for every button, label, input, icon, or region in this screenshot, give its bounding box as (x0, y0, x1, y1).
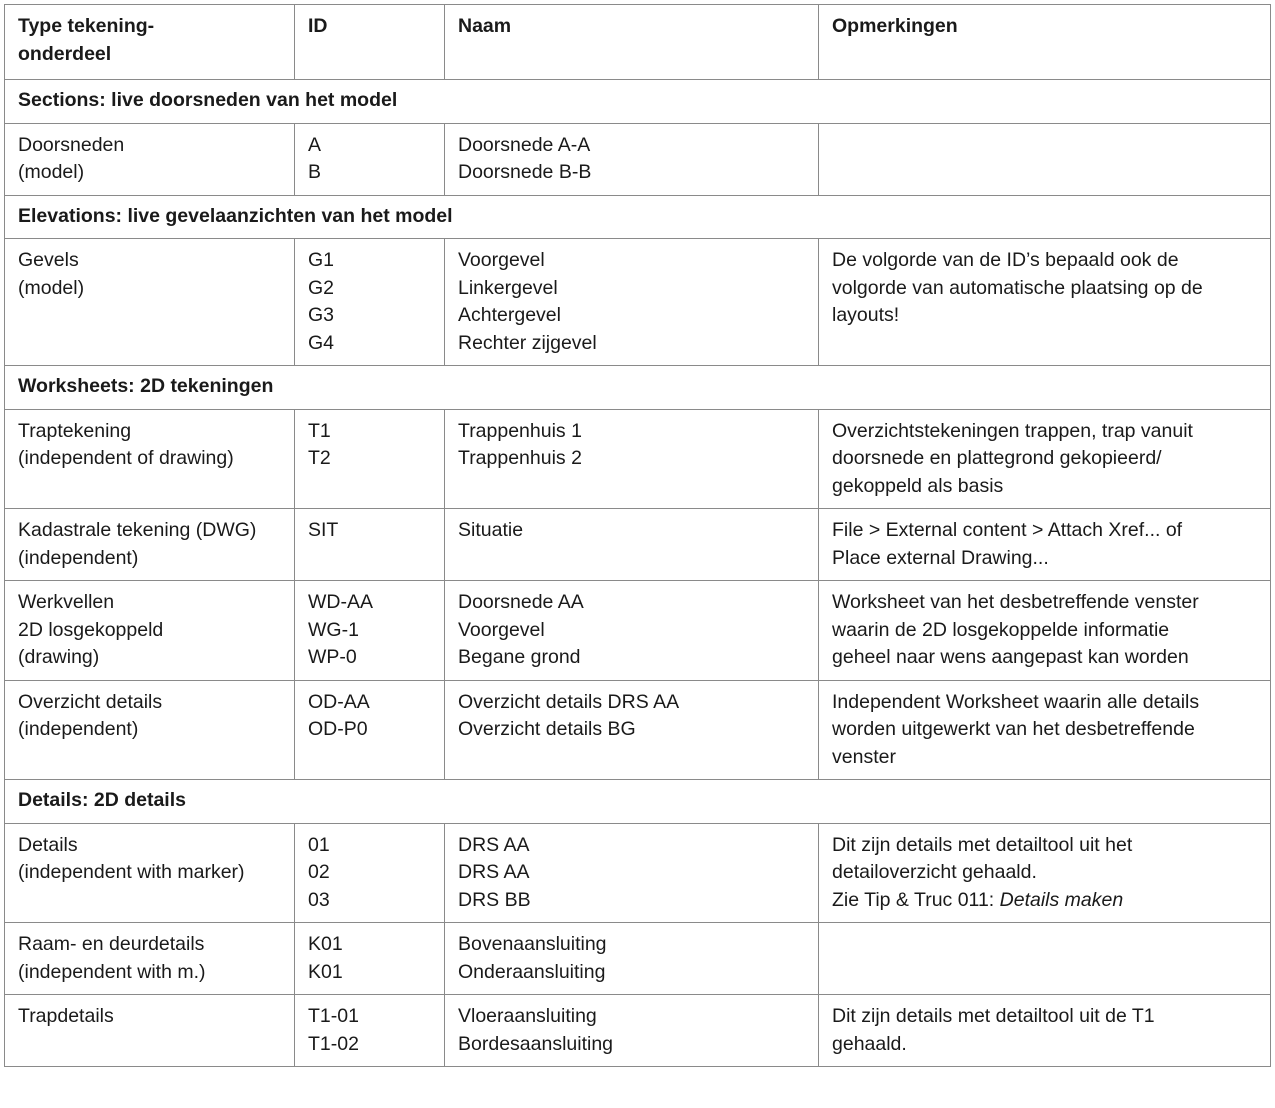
cell-naam-line: Onderaansluiting (458, 960, 606, 983)
cell-naam-line: Linkergevel (458, 276, 558, 299)
header-opmerkingen: Opmerkingen (819, 5, 1271, 80)
cell-id (295, 995, 445, 1067)
cell-type-line: Overzicht details (18, 690, 163, 713)
cell-id-line: WP-0 (308, 646, 357, 668)
cell-naam-line: DRS AA (458, 833, 530, 856)
cell-type-line: (independent) (18, 546, 139, 569)
cell-naam (445, 123, 819, 195)
cell-naam-line: DRS AA (458, 861, 530, 883)
tip-line (832, 887, 1260, 915)
tip-title: Details maken (999, 888, 1124, 911)
cell-opmerkingen (819, 823, 1271, 923)
cell-type-line: Trapdetails (18, 1005, 114, 1027)
cell-opmerkingen-line: Place external Drawing... (832, 546, 1049, 569)
cell-naam-line: DRS BB (458, 888, 531, 911)
cell-type (5, 581, 295, 681)
cell-naam-line: Bordesaansluiting (458, 1032, 614, 1055)
cell-naam-line: Vloeraansluiting (458, 1005, 597, 1027)
cell-id (295, 239, 445, 366)
cell-naam (445, 923, 819, 995)
cell-id (295, 409, 445, 509)
cell-id-line: OD-AA (308, 690, 370, 713)
cell-naam-line: Overzicht details BG (458, 718, 636, 740)
cell-id-line: 03 (308, 888, 330, 911)
section-row (5, 780, 1271, 824)
cell-type (5, 823, 295, 923)
cell-naam-line: Doorsnede AA (458, 591, 584, 613)
cell-opmerkingen-line: layouts! (832, 304, 900, 326)
cell-opmerkingen (819, 995, 1271, 1067)
cell-opmerkingen-line: worden uitgewerkt van het desbetreffende (832, 718, 1195, 740)
cell-id (295, 923, 445, 995)
table-row (5, 823, 1271, 923)
section-row (5, 195, 1271, 239)
section-title: Worksheets: 2D tekeningen (5, 366, 1271, 410)
cell-opmerkingen-line: Overzichtstekeningen trappen, trap vanuit (832, 419, 1193, 442)
cell-naam (445, 239, 819, 366)
cell-type-line: (model) (18, 276, 85, 299)
cell-naam-line: Overzicht details DRS AA (458, 690, 680, 713)
cell-naam (445, 823, 819, 923)
table-row (5, 409, 1271, 509)
cell-naam (445, 680, 819, 780)
table-row (5, 509, 1271, 581)
cell-type-line: 2D losgekoppeld (18, 618, 164, 641)
cell-opmerkingen-line: Dit zijn details met detailtool uit de T1 (832, 1005, 1155, 1027)
cell-opmerkingen (819, 409, 1271, 509)
header-id: ID (295, 5, 445, 80)
cell-id-line: OD-P0 (308, 718, 368, 740)
cell-id-line: G4 (308, 331, 335, 354)
cell-opmerkingen-line: detailoverzicht gehaald. (832, 861, 1037, 883)
cell-type-line: Kadastrale tekening (DWG) (18, 519, 257, 541)
cell-type-line: (independent with marker) (18, 861, 245, 883)
cell-id-line: K01 (308, 960, 343, 983)
cell-type-line: (drawing) (18, 646, 100, 668)
cell-naam-line: Voorgevel (458, 618, 545, 641)
cell-naam-line: Achtergevel (458, 304, 561, 326)
cell-id (295, 680, 445, 780)
table-row (5, 123, 1271, 195)
cell-naam-line: Situatie (458, 519, 524, 541)
cell-opmerkingen-line: Dit zijn details met detailtool uit het (832, 833, 1133, 856)
cell-type-line: Gevels (18, 249, 79, 271)
cell-opmerkingen (819, 123, 1271, 195)
cell-opmerkingen-line: Independent Worksheet waarin alle details (832, 690, 1200, 713)
cell-type-line: (independent with m.) (18, 960, 206, 983)
cell-naam (445, 581, 819, 681)
cell-opmerkingen-line: volgorde van automatische plaatsing op de (832, 276, 1203, 299)
cell-type (5, 123, 295, 195)
cell-id-line: G1 (308, 249, 335, 271)
cell-opmerkingen-line: gekoppeld als basis (832, 474, 1004, 497)
header-row (5, 5, 1271, 80)
cell-naam (445, 995, 819, 1067)
cell-opmerkingen (819, 509, 1271, 581)
cell-id-line: G2 (308, 276, 335, 299)
cell-id-line: WD-AA (308, 591, 373, 613)
cell-opmerkingen (819, 239, 1271, 366)
cell-id-line: 02 (308, 861, 330, 883)
cell-naam-line: Begane grond (458, 646, 581, 668)
section-row (5, 366, 1271, 410)
cell-naam (445, 509, 819, 581)
cell-id-line: 01 (308, 833, 330, 856)
tip-prefix: Zie Tip & Truc 011: (832, 888, 1000, 911)
cell-id (295, 509, 445, 581)
table-row (5, 923, 1271, 995)
cell-id-line: T1-02 (308, 1032, 359, 1055)
cell-id-line: T1-01 (308, 1005, 359, 1027)
cell-opmerkingen-line: Worksheet van het desbetreffende venster (832, 591, 1199, 613)
cell-opmerkingen-line: File > External content > Attach Xref... of (832, 519, 1183, 541)
table-row (5, 680, 1271, 780)
cell-naam-line: Trappenhuis 1 (458, 419, 582, 442)
cell-type (5, 239, 295, 366)
cell-type (5, 509, 295, 581)
cell-opmerkingen-line: doorsnede en plattegrond gekopieerd/ (832, 447, 1162, 469)
cell-type-line: (independent of drawing) (18, 447, 234, 469)
cell-id-line: B (308, 161, 322, 183)
cell-id-line: SIT (308, 519, 339, 541)
cell-id-line: T2 (308, 447, 331, 469)
cell-opmerkingen-line: gehaald. (832, 1032, 907, 1055)
cell-id-line: G3 (308, 304, 335, 326)
cell-naam (445, 409, 819, 509)
cell-opmerkingen-line: venster (832, 745, 896, 768)
cell-opmerkingen (819, 680, 1271, 780)
cell-naam-line: Doorsnede A-A (458, 133, 591, 156)
cell-id-line: A (308, 133, 322, 156)
cell-naam-line: Rechter zijgevel (458, 331, 597, 354)
table-row (5, 239, 1271, 366)
header-naam: Naam (445, 5, 819, 80)
cell-opmerkingen (819, 923, 1271, 995)
section-title: Details: 2D details (5, 780, 1271, 824)
cell-type (5, 680, 295, 780)
table-row (5, 995, 1271, 1067)
cell-id-line: T1 (308, 419, 331, 442)
cell-type (5, 409, 295, 509)
cell-id (295, 823, 445, 923)
cell-opmerkingen-line: geheel naar wens aangepast kan worden (832, 646, 1189, 668)
section-title: Sections: live doorsneden van het model (5, 80, 1271, 124)
cell-id (295, 123, 445, 195)
cell-type-line: Raam- en deurdetails (18, 933, 205, 955)
cell-naam-line: Bovenaansluiting (458, 933, 607, 955)
table-row (5, 581, 1271, 681)
cell-type-line: (independent) (18, 718, 139, 740)
header-type: Type tekening- onderdeel (5, 5, 295, 80)
cell-opmerkingen (819, 581, 1271, 681)
cell-naam-line: Trappenhuis 2 (458, 447, 582, 469)
cell-type (5, 995, 295, 1067)
cell-id-line: WG-1 (308, 618, 359, 641)
cell-opmerkingen-line: De volgorde van de ID’s bepaald ook de (832, 249, 1179, 271)
drawing-parts-table (4, 4, 1271, 1067)
cell-id (295, 581, 445, 681)
section-title: Elevations: live gevelaanzichten van het model (5, 195, 1271, 239)
cell-type-line: Traptekening (18, 419, 132, 442)
cell-id-line: K01 (308, 933, 343, 955)
cell-opmerkingen-line: waarin de 2D losgekoppelde informatie (832, 618, 1170, 641)
cell-type (5, 923, 295, 995)
cell-naam-line: Voorgevel (458, 249, 545, 271)
section-row (5, 80, 1271, 124)
cell-type-line: Werkvellen (18, 591, 115, 613)
cell-type-line: Doorsneden (18, 133, 125, 156)
cell-naam-line: Doorsnede B-B (458, 161, 592, 183)
cell-type-line: (model) (18, 161, 85, 183)
cell-type-line: Details (18, 833, 78, 856)
